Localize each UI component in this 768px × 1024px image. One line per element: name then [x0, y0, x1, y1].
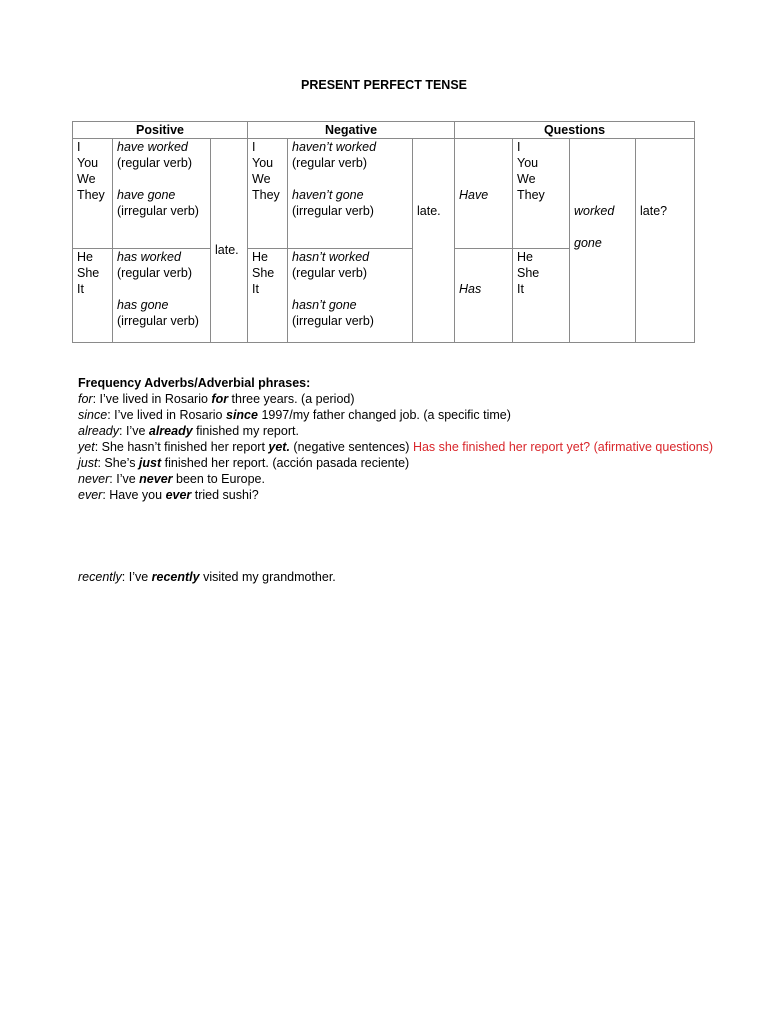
verb-form: haven’t gone — [292, 188, 364, 202]
adverb-emphasis: never — [139, 472, 173, 486]
adverb-line-since — [78, 407, 718, 423]
adverb-line-for — [78, 391, 718, 407]
example-text: finished her report. (acción pasada reciente) — [161, 456, 410, 470]
pronoun: You — [252, 156, 274, 170]
pronoun: It — [252, 282, 259, 296]
verb-form: has gone — [117, 298, 169, 312]
verb-note: (regular verb) — [117, 266, 193, 280]
adverb-line-ever — [78, 487, 718, 503]
example-text: three years. (a period) — [228, 392, 355, 406]
pronoun: We — [252, 172, 271, 186]
pronoun: They — [517, 188, 545, 202]
example-text: been to Europe. — [172, 472, 265, 486]
pronoun: He — [77, 250, 93, 264]
question-plural-pronouns — [513, 139, 570, 249]
positive-singular-pronouns — [73, 249, 113, 343]
verb-form: hasn’t worked — [292, 250, 370, 264]
adverb-line-just — [78, 455, 718, 471]
negative-late — [413, 139, 455, 343]
example-text: : I’ve — [109, 472, 140, 486]
verb-form: haven’t worked — [292, 140, 377, 154]
verb-note: (regular verb) — [292, 156, 368, 170]
adverb-key: since — [78, 408, 108, 422]
participle: worked — [574, 204, 615, 218]
question-late — [636, 139, 695, 343]
adverb-emphasis: ever — [165, 488, 192, 502]
plural-row — [73, 139, 695, 249]
verb-note: (regular verb) — [117, 156, 193, 170]
negative-plural-forms — [288, 139, 413, 249]
header-questions: Questions — [455, 122, 695, 139]
example-text: : I’ve lived in Rosario — [107, 408, 226, 422]
tense-table — [72, 121, 695, 343]
example-text: : Have you — [102, 488, 166, 502]
adverb-line-already — [78, 423, 718, 439]
pronoun: It — [77, 282, 84, 296]
pronoun: She — [517, 266, 540, 280]
adverb-key: ever — [78, 488, 103, 502]
question-singular-pronouns — [513, 249, 570, 343]
pronoun: It — [517, 282, 524, 296]
adverb-line-recently — [78, 569, 336, 585]
example-text: : I’ve lived in Rosario — [92, 392, 212, 406]
example-text: tried sushi? — [191, 488, 259, 502]
positive-plural-pronouns — [73, 139, 113, 249]
verb-note: (irregular verb) — [117, 314, 199, 328]
verb-note: (irregular verb) — [117, 204, 199, 218]
pronoun: I — [77, 140, 81, 154]
verb-form: hasn’t gone — [292, 298, 357, 312]
adverb-key: recently — [78, 570, 122, 584]
pronoun: He — [517, 250, 533, 264]
verb-note: (regular verb) — [292, 266, 368, 280]
adverb-line-yet — [78, 439, 718, 455]
verb-note: (irregular verb) — [292, 314, 374, 328]
late-text: late. — [215, 242, 239, 257]
example-text: visited my grandmother. — [199, 570, 336, 584]
example-text: : She’s — [97, 456, 139, 470]
positive-plural-forms — [113, 139, 211, 249]
pronoun: They — [77, 188, 105, 202]
question-aux-have — [455, 139, 513, 249]
adverb-line-never — [78, 471, 718, 487]
example-text: 1997/my father changed job. (a specific time) — [257, 408, 511, 422]
adverb-emphasis: yet. — [268, 440, 290, 454]
aux-verb: Has — [459, 282, 482, 296]
adverb-emphasis: already — [148, 424, 193, 438]
question-participles — [570, 139, 636, 343]
negative-plural-pronouns — [248, 139, 288, 249]
positive-singular-forms — [113, 249, 211, 343]
adverb-emphasis: just — [138, 456, 162, 470]
pronoun: She — [77, 266, 100, 280]
negative-singular-forms — [288, 249, 413, 343]
adverb-emphasis: recently — [151, 570, 200, 584]
adverbs-heading: Frequency Adverbs/Adverbial phrases: — [78, 376, 311, 390]
header-negative: Negative — [248, 122, 455, 139]
pronoun: You — [517, 156, 539, 170]
participle: gone — [574, 236, 602, 250]
adverb-emphasis: for — [211, 392, 229, 406]
aux-verb: Have — [459, 188, 489, 202]
question-example-red: Has she finished her report yet? (afirmative questions) — [412, 440, 714, 454]
adverb-key: just — [78, 456, 98, 470]
negative-singular-pronouns — [248, 249, 288, 343]
pronoun: We — [77, 172, 96, 186]
pronoun: They — [252, 188, 280, 202]
pronoun: I — [252, 140, 256, 154]
late-text: late. — [417, 204, 441, 218]
header-row — [73, 122, 695, 139]
page-title: PRESENT PERFECT TENSE — [301, 78, 467, 92]
adverbs-section — [78, 375, 718, 503]
pronoun: I — [517, 140, 521, 154]
late-question-text: late? — [640, 204, 668, 218]
example-text: : I’ve — [119, 424, 149, 438]
pronoun: You — [77, 156, 99, 170]
pronoun: She — [252, 266, 275, 280]
verb-form: have worked — [117, 140, 188, 154]
verb-form: have gone — [117, 188, 176, 202]
pronoun: We — [517, 172, 536, 186]
question-aux-has — [455, 249, 513, 343]
adverb-key: never — [78, 472, 110, 486]
adverb-key: yet — [78, 440, 95, 454]
example-text: : I’ve — [121, 570, 152, 584]
verb-form: has worked — [117, 250, 181, 264]
verb-note: (irregular verb) — [292, 204, 374, 218]
positive-late — [211, 139, 248, 343]
example-text: finished my report. — [192, 424, 299, 438]
header-positive: Positive — [73, 122, 248, 139]
adverb-key: already — [78, 424, 119, 438]
example-text: : She hasn’t finished her report — [94, 440, 269, 454]
adverb-emphasis: since — [226, 408, 258, 422]
pronoun: He — [252, 250, 268, 264]
example-text: (negative sentences) — [289, 440, 413, 454]
adverb-key: for — [78, 392, 93, 406]
